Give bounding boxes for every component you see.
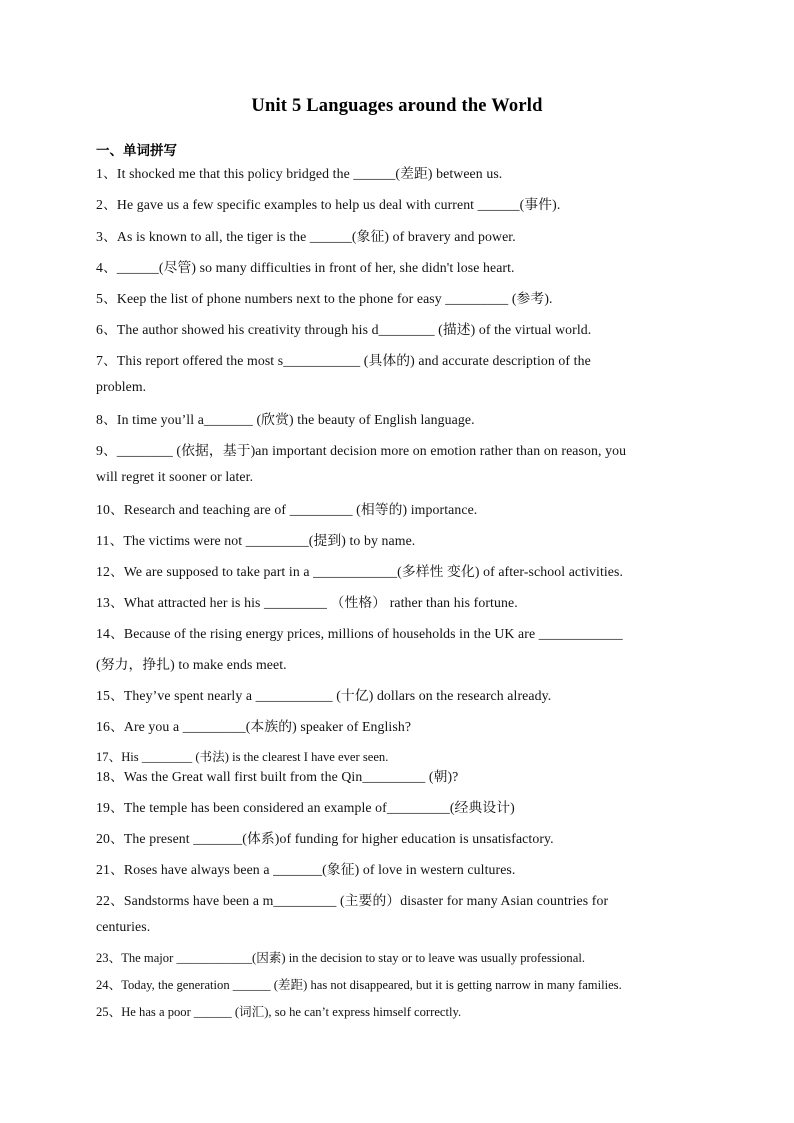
question-3: 3、As is known to all, the tiger is the ______(象征) of bravery and power.	[96, 229, 516, 244]
question-20: 20、The present _______(体系)of funding for higher education is unsatisfactory.	[96, 831, 554, 846]
question-19: 19、The temple has been considered an example of_________(经典设计)	[96, 800, 515, 815]
question-7: 7、This report offered the most s___________ (具体的) and accurate description of the	[96, 353, 591, 368]
question-1: 1、It shocked me that this policy bridged the ______(差距) between us.	[96, 166, 503, 181]
section-heading: 一、单词拼写	[96, 143, 177, 159]
question-24: 24、Today, the generation ______ (差距) has not disappeared, but it is getting narrow in many families.	[96, 978, 622, 992]
question-10: 10、Research and teaching are of _________ (相等的) importance.	[96, 502, 478, 517]
question-7-continued: problem.	[96, 379, 147, 394]
question-8: 8、In time you’ll a_______ (欣赏) the beauty of English language.	[96, 412, 475, 427]
question-12: 12、We are supposed to take part in a ____________(多样性 变化) of after-school activities.	[96, 564, 624, 579]
question-15: 15、They’ve spent nearly a ___________ (十亿) dollars on the research already.	[96, 688, 552, 703]
question-9: 9、________ (依据，基于)an important decision more on emotion rather than on reason, you	[96, 443, 627, 458]
question-5: 5、Keep the list of phone numbers next to the phone for easy _________ (参考).	[96, 291, 553, 306]
question-18: 18、Was the Great wall first built from the Qin_________ (朝)?	[96, 769, 459, 784]
question-21: 21、Roses have always been a _______(象征) of love in western cultures.	[96, 862, 516, 877]
question-16: 16、Are you a _________(本族的) speaker of English?	[96, 719, 412, 734]
question-22: 22、Sandstorms have been a m_________ (主要的）disaster for many Asian countries for	[96, 893, 609, 908]
question-14-continued: (努力，挣扎) to make ends meet.	[96, 657, 287, 672]
question-6: 6、The author showed his creativity through his d________ (描述) of the virtual world.	[96, 322, 592, 337]
question-2: 2、He gave us a few specific examples to help us deal with current ______(事件).	[96, 197, 561, 212]
document-title: Unit 5 Languages around the World	[251, 96, 543, 116]
question-22-continued: centuries.	[96, 919, 151, 934]
question-25: 25、He has a poor ______ (词汇), so he can’t express himself correctly.	[96, 1005, 462, 1019]
question-13: 13、What attracted her is his _________ （性格） rather than his fortune.	[96, 595, 518, 610]
question-23: 23、The major ____________(因素) in the decision to stay or to leave was usually professional.	[96, 951, 585, 965]
question-17: 17、His ________ (书法) is the clearest I have ever seen.	[96, 750, 389, 764]
question-14: 14、Because of the rising energy prices, millions of households in the UK are ____________	[96, 626, 623, 641]
question-4: 4、______(尽管) so many difficulties in front of her, she didn't lose heart.	[96, 260, 515, 275]
question-9-continued: will regret it sooner or later.	[96, 469, 254, 484]
question-11: 11、The victims were not _________(提到) to by name.	[96, 533, 416, 548]
